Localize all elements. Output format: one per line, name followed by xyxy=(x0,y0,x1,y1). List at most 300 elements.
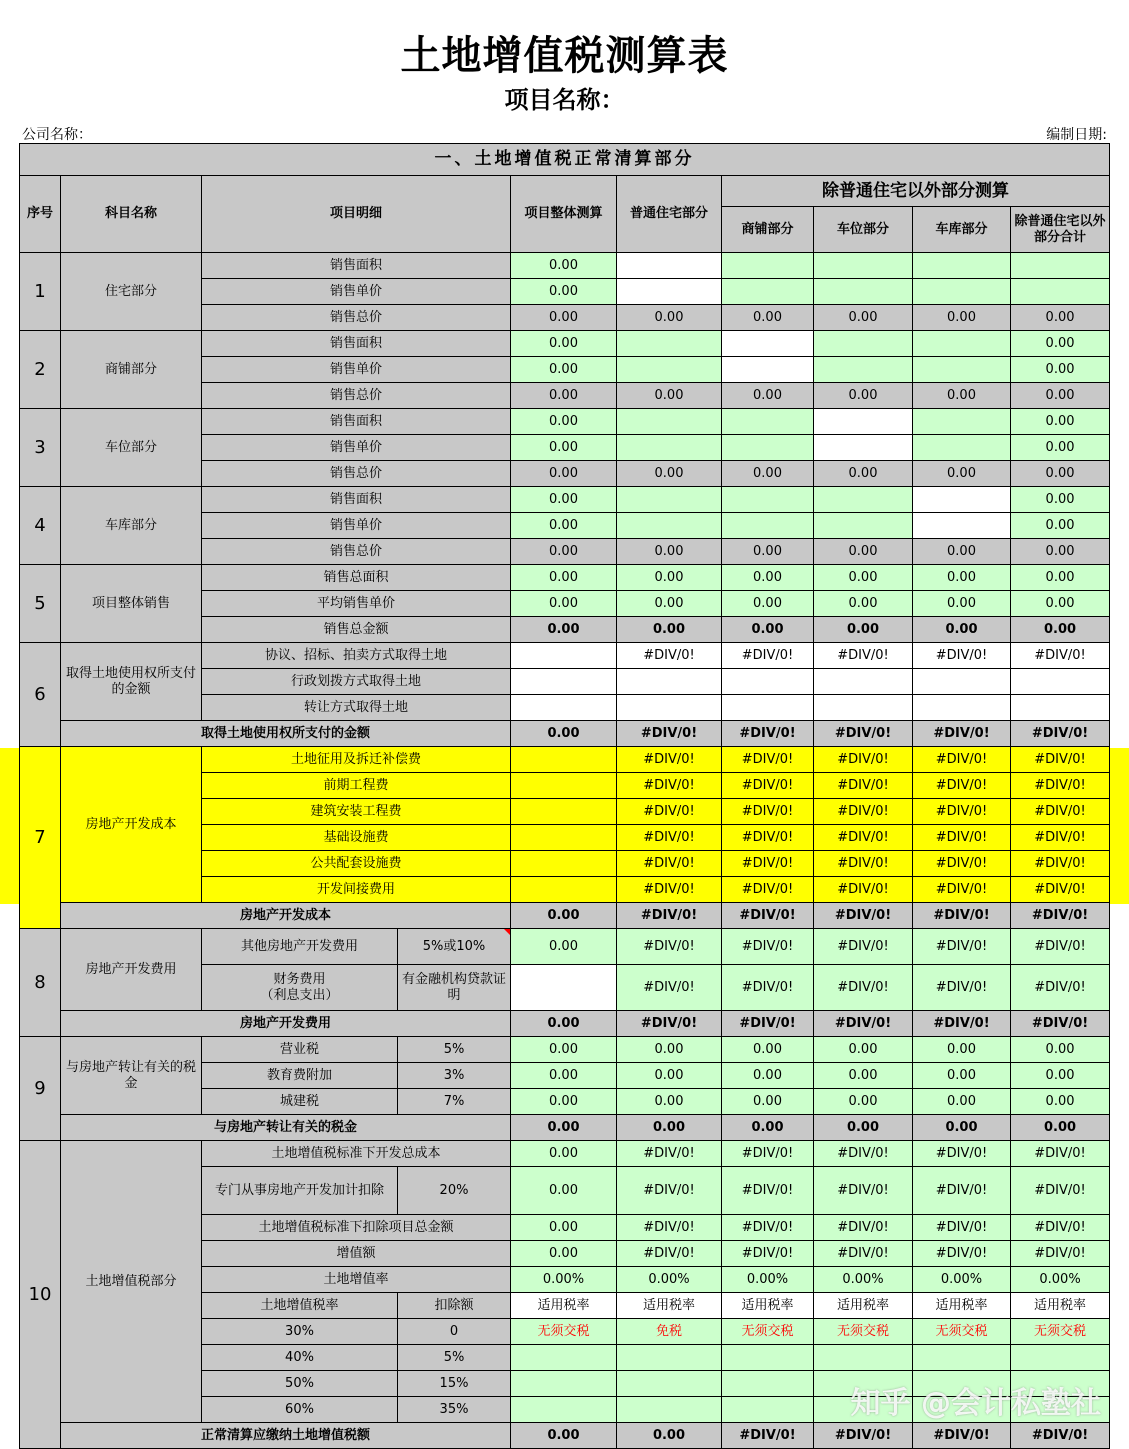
value-cell[interactable]: 0.00 xyxy=(1011,565,1110,591)
input-cell[interactable] xyxy=(913,513,1011,539)
value-cell[interactable]: #DIV/0! xyxy=(913,851,1011,877)
value-cell[interactable]: #DIV/0! xyxy=(814,1423,913,1449)
value-cell[interactable]: 0.00% xyxy=(1011,1267,1110,1293)
value-cell[interactable]: #DIV/0! xyxy=(617,1141,722,1167)
detail-cell: 土地征用及拆迁补偿费 xyxy=(202,747,511,773)
value-cell[interactable]: #DIV/0! xyxy=(1011,825,1110,851)
value-cell[interactable]: 0.00 xyxy=(511,1011,617,1037)
value-cell[interactable]: #DIV/0! xyxy=(913,721,1011,747)
value-cell[interactable]: #DIV/0! xyxy=(722,643,814,669)
value-cell[interactable]: #DIV/0! xyxy=(814,1167,913,1215)
value-cell[interactable]: #DIV/0! xyxy=(1011,1423,1110,1449)
value-cell[interactable]: #DIV/0! xyxy=(814,851,913,877)
detail-cell: 销售单价 xyxy=(202,513,511,539)
value-cell[interactable] xyxy=(722,1371,814,1397)
input-cell[interactable] xyxy=(617,695,722,721)
value-cell[interactable]: #DIV/0! xyxy=(913,799,1011,825)
value-cell[interactable]: 0.00 xyxy=(814,305,913,331)
header-ordinary: 普通住宅部分 xyxy=(617,176,722,253)
value-cell[interactable]: #DIV/0! xyxy=(814,1141,913,1167)
value-cell[interactable]: 0.00 xyxy=(511,1141,617,1167)
input-cell[interactable] xyxy=(814,435,913,461)
date-label: 编制日期: xyxy=(1046,127,1107,143)
subject-cell: 土地增值税部分 xyxy=(61,1141,202,1423)
value-cell[interactable]: #DIV/0! xyxy=(913,965,1011,1011)
value-cell[interactable]: #DIV/0! xyxy=(1011,929,1110,965)
input-cell[interactable] xyxy=(814,409,913,435)
input-cell[interactable] xyxy=(913,669,1011,695)
value-cell[interactable]: #DIV/0! xyxy=(913,903,1011,929)
value-cell[interactable]: 0.00 xyxy=(617,1115,722,1141)
value-cell[interactable]: 0.00 xyxy=(814,383,913,409)
value-cell[interactable]: 无须交税 xyxy=(1011,1319,1110,1345)
rate-cell[interactable]: 5%或10% xyxy=(398,929,511,965)
value-cell[interactable]: 0.00 xyxy=(722,1063,814,1089)
value-cell[interactable]: 0.00 xyxy=(1011,305,1110,331)
value-cell[interactable]: #DIV/0! xyxy=(722,877,814,903)
value-cell[interactable]: 0.00 xyxy=(511,435,617,461)
value-cell[interactable]: 0.00 xyxy=(913,1063,1011,1089)
value-cell[interactable]: #DIV/0! xyxy=(814,965,913,1011)
value-cell[interactable] xyxy=(511,1345,617,1371)
detail-cell: 教育费附加 xyxy=(202,1063,398,1089)
input-cell[interactable] xyxy=(511,669,617,695)
value-cell[interactable]: 0.00 xyxy=(511,1215,617,1241)
input-cell[interactable] xyxy=(722,331,814,357)
value-cell[interactable] xyxy=(617,1345,722,1371)
subject-cell: 项目整体销售 xyxy=(61,565,202,643)
subtotal-label: 房地产开发费用 xyxy=(61,1011,511,1037)
value-cell[interactable]: 0.00% xyxy=(511,1267,617,1293)
value-cell[interactable]: 0.00 xyxy=(511,409,617,435)
header-shop: 商铺部分 xyxy=(722,207,814,253)
value-cell[interactable]: #DIV/0! xyxy=(913,1241,1011,1267)
value-cell[interactable]: 0.00 xyxy=(722,591,814,617)
value-cell[interactable]: 0.00 xyxy=(1011,357,1110,383)
value-cell[interactable]: #DIV/0! xyxy=(814,903,913,929)
value-cell[interactable]: #DIV/0! xyxy=(913,877,1011,903)
value-cell[interactable] xyxy=(617,357,722,383)
header-garage: 车库部分 xyxy=(913,207,1011,253)
input-cell[interactable] xyxy=(511,799,617,825)
value-cell[interactable] xyxy=(617,1371,722,1397)
value-cell[interactable]: #DIV/0! xyxy=(913,1215,1011,1241)
detail-cell: 其他房地产开发费用 xyxy=(202,929,398,965)
seq-cell: 9 xyxy=(20,1037,61,1141)
value-cell[interactable]: #DIV/0! xyxy=(722,1215,814,1241)
value-cell[interactable]: 0.00 xyxy=(511,1037,617,1063)
value-cell[interactable]: #DIV/0! xyxy=(617,773,722,799)
value-cell[interactable]: #DIV/0! xyxy=(913,747,1011,773)
value-cell[interactable]: 0.00 xyxy=(814,1115,913,1141)
value-cell[interactable]: 0.00 xyxy=(511,1167,617,1215)
value-cell[interactable]: 0.00 xyxy=(1011,1037,1110,1063)
value-cell[interactable]: 0.00 xyxy=(1011,461,1110,487)
value-cell[interactable]: 0.00 xyxy=(913,1037,1011,1063)
value-cell[interactable]: #DIV/0! xyxy=(913,1011,1011,1037)
value-cell[interactable]: 0.00 xyxy=(814,1089,913,1115)
value-cell[interactable]: 0.00 xyxy=(814,565,913,591)
value-cell[interactable]: #DIV/0! xyxy=(1011,799,1110,825)
value-cell[interactable] xyxy=(722,1397,814,1423)
value-cell[interactable]: 0.00 xyxy=(722,1037,814,1063)
value-cell[interactable]: 0.00 xyxy=(814,539,913,565)
value-cell[interactable]: 0.00 xyxy=(913,617,1011,643)
value-cell[interactable] xyxy=(511,1371,617,1397)
input-cell[interactable] xyxy=(511,643,617,669)
subject-cell: 车位部分 xyxy=(61,409,202,487)
value-cell[interactable]: 0.00 xyxy=(617,1037,722,1063)
value-cell[interactable] xyxy=(814,331,913,357)
value-cell[interactable]: #DIV/0! xyxy=(722,1011,814,1037)
value-cell[interactable]: #DIV/0! xyxy=(814,1011,913,1037)
value-cell[interactable] xyxy=(617,487,722,513)
value-cell[interactable]: #DIV/0! xyxy=(913,773,1011,799)
value-cell[interactable]: 0.00 xyxy=(617,1423,722,1449)
input-cell[interactable] xyxy=(511,965,617,1011)
value-cell[interactable]: 0.00 xyxy=(1011,1063,1110,1089)
value-cell[interactable]: 0.00% xyxy=(814,1267,913,1293)
detail-cell: 财务费用 （利息支出） xyxy=(202,965,398,1011)
value-cell[interactable]: #DIV/0! xyxy=(617,1011,722,1037)
value-cell[interactable]: #DIV/0! xyxy=(913,643,1011,669)
value-cell[interactable]: 无须交税 xyxy=(511,1319,617,1345)
value-cell[interactable] xyxy=(722,513,814,539)
detail-cell: 平均销售单价 xyxy=(202,591,511,617)
value-cell[interactable]: #DIV/0! xyxy=(617,851,722,877)
value-cell[interactable]: #DIV/0! xyxy=(814,747,913,773)
value-cell[interactable]: 0.00 xyxy=(913,591,1011,617)
value-cell[interactable]: 0.00 xyxy=(511,487,617,513)
value-cell[interactable]: 0.00 xyxy=(1011,435,1110,461)
value-cell[interactable]: 无须交税 xyxy=(722,1319,814,1345)
seq-cell: 5 xyxy=(20,565,61,643)
input-cell[interactable] xyxy=(722,669,814,695)
value-cell[interactable] xyxy=(722,487,814,513)
value-cell[interactable]: 0.00 xyxy=(913,461,1011,487)
header-detail: 项目明细 xyxy=(202,176,511,253)
header-subject: 科目名称 xyxy=(61,176,202,253)
value-cell[interactable]: #DIV/0! xyxy=(1011,877,1110,903)
value-cell[interactable]: 无须交税 xyxy=(913,1319,1011,1345)
value-cell[interactable]: #DIV/0! xyxy=(913,825,1011,851)
value-cell[interactable]: #DIV/0! xyxy=(722,1423,814,1449)
input-cell[interactable] xyxy=(617,279,722,305)
detail-cell: 协议、招标、拍卖方式取得土地 xyxy=(202,643,511,669)
value-cell[interactable]: #DIV/0! xyxy=(617,799,722,825)
value-cell[interactable] xyxy=(617,409,722,435)
value-cell[interactable]: 0.00 xyxy=(617,383,722,409)
value-cell[interactable] xyxy=(814,487,913,513)
value-cell[interactable] xyxy=(814,513,913,539)
value-cell[interactable]: 0.00 xyxy=(511,253,617,279)
value-cell[interactable]: #DIV/0! xyxy=(722,1241,814,1267)
value-cell[interactable] xyxy=(617,331,722,357)
value-cell[interactable]: #DIV/0! xyxy=(1011,1141,1110,1167)
value-cell[interactable]: 0.00 xyxy=(617,1089,722,1115)
value-cell[interactable] xyxy=(913,357,1011,383)
value-cell[interactable] xyxy=(814,357,913,383)
value-cell[interactable]: 0.00 xyxy=(722,1115,814,1141)
value-cell[interactable]: #DIV/0! xyxy=(1011,773,1110,799)
input-cell[interactable] xyxy=(617,253,722,279)
project-name-label: 项目名称： xyxy=(504,86,625,114)
value-cell[interactable]: 无须交税 xyxy=(814,1319,913,1345)
value-cell[interactable]: 0.00 xyxy=(814,1037,913,1063)
value-cell[interactable]: 0.00 xyxy=(913,539,1011,565)
input-cell[interactable] xyxy=(511,747,617,773)
value-cell[interactable]: 0.00 xyxy=(1011,383,1110,409)
input-cell[interactable] xyxy=(511,825,617,851)
value-cell[interactable]: 0.00 xyxy=(511,1115,617,1141)
detail-cell: 销售总金额 xyxy=(202,617,511,643)
value-cell[interactable]: 0.00 xyxy=(722,461,814,487)
value-cell[interactable]: #DIV/0! xyxy=(722,721,814,747)
value-cell[interactable]: 0.00 xyxy=(722,383,814,409)
value-cell[interactable]: #DIV/0! xyxy=(617,825,722,851)
value-cell[interactable]: #DIV/0! xyxy=(913,1167,1011,1215)
value-cell[interactable]: 0.00 xyxy=(511,903,617,929)
value-cell[interactable]: 0.00 xyxy=(511,461,617,487)
value-cell[interactable] xyxy=(511,1397,617,1423)
value-cell[interactable] xyxy=(913,331,1011,357)
value-cell[interactable]: 0.00 xyxy=(511,279,617,305)
seq-cell: 8 xyxy=(20,929,61,1037)
input-cell[interactable] xyxy=(617,669,722,695)
value-cell[interactable]: 0.00 xyxy=(511,539,617,565)
value-cell[interactable]: #DIV/0! xyxy=(617,1241,722,1267)
value-cell[interactable]: 0.00 xyxy=(1011,513,1110,539)
value-cell[interactable] xyxy=(617,435,722,461)
value-cell[interactable]: 免税 xyxy=(617,1319,722,1345)
tax-calculation-table xyxy=(19,143,1110,1449)
subject-cell: 商铺部分 xyxy=(61,331,202,409)
value-cell[interactable]: 0.00 xyxy=(913,1115,1011,1141)
value-cell[interactable]: #DIV/0! xyxy=(1011,643,1110,669)
value-cell[interactable]: 0.00 xyxy=(722,305,814,331)
value-cell[interactable] xyxy=(617,513,722,539)
value-cell[interactable]: #DIV/0! xyxy=(722,851,814,877)
input-cell[interactable] xyxy=(814,695,913,721)
input-cell[interactable] xyxy=(913,487,1011,513)
value-cell[interactable]: 0.00 xyxy=(913,305,1011,331)
value-cell[interactable]: 0.00 xyxy=(722,539,814,565)
value-cell[interactable]: 0.00 xyxy=(511,513,617,539)
value-cell[interactable]: #DIV/0! xyxy=(617,1167,722,1215)
input-cell[interactable] xyxy=(1011,695,1110,721)
value-cell[interactable] xyxy=(1011,279,1110,305)
value-cell[interactable]: #DIV/0! xyxy=(913,1423,1011,1449)
value-cell[interactable] xyxy=(722,253,814,279)
value-cell[interactable]: 0.00 xyxy=(1011,409,1110,435)
value-cell[interactable]: #DIV/0! xyxy=(722,747,814,773)
value-cell[interactable]: 0.00 xyxy=(1011,1115,1110,1141)
detail-cell: 50% xyxy=(202,1371,398,1397)
value-cell[interactable] xyxy=(1011,1345,1110,1371)
input-cell[interactable] xyxy=(814,669,913,695)
value-cell[interactable] xyxy=(617,1397,722,1423)
detail-cell: 销售总价 xyxy=(202,383,511,409)
value-cell[interactable]: #DIV/0! xyxy=(617,1215,722,1241)
page-title: 土地增值税测算表 xyxy=(400,33,729,79)
value-cell[interactable] xyxy=(814,279,913,305)
detail-cell: 前期工程费 xyxy=(202,773,511,799)
value-cell[interactable]: 0.00 xyxy=(722,1089,814,1115)
value-cell[interactable]: 0.00 xyxy=(617,565,722,591)
value-cell[interactable]: 0.00 xyxy=(511,1063,617,1089)
subtotal-label: 房地产开发成本 xyxy=(61,903,511,929)
value-cell[interactable]: #DIV/0! xyxy=(814,877,913,903)
value-cell[interactable]: #DIV/0! xyxy=(617,965,722,1011)
value-cell[interactable]: 0.00 xyxy=(722,565,814,591)
value-cell[interactable]: 0.00 xyxy=(1011,1089,1110,1115)
value-cell[interactable]: #DIV/0! xyxy=(814,643,913,669)
value-cell[interactable] xyxy=(1011,253,1110,279)
value-cell[interactable]: 0.00 xyxy=(511,383,617,409)
detail-cell: 土地增值税标准下扣除项目总金额 xyxy=(202,1215,511,1241)
value-cell[interactable]: 0.00 xyxy=(913,383,1011,409)
value-cell[interactable]: 0.00 xyxy=(617,1063,722,1089)
value-cell[interactable]: 0.00 xyxy=(1011,617,1110,643)
rate-cell: 35% xyxy=(398,1397,511,1423)
value-cell[interactable]: #DIV/0! xyxy=(722,1141,814,1167)
rate-cell: 扣除额 xyxy=(398,1293,511,1319)
value-cell[interactable]: #DIV/0! xyxy=(722,965,814,1011)
detail-cell: 营业税 xyxy=(202,1037,398,1063)
value-cell[interactable]: #DIV/0! xyxy=(617,929,722,965)
value-cell[interactable]: #DIV/0! xyxy=(1011,851,1110,877)
value-cell[interactable]: #DIV/0! xyxy=(722,799,814,825)
input-cell[interactable] xyxy=(511,773,617,799)
value-cell[interactable]: #DIV/0! xyxy=(617,721,722,747)
value-cell[interactable] xyxy=(913,1345,1011,1371)
input-cell[interactable] xyxy=(913,695,1011,721)
value-cell[interactable]: 0.00 xyxy=(511,929,617,965)
input-cell[interactable] xyxy=(511,851,617,877)
header-except-total: 除普通住宅以外部分合计 xyxy=(1011,207,1110,253)
value-cell[interactable]: 0.00 xyxy=(617,305,722,331)
value-cell[interactable]: 0.00 xyxy=(814,1063,913,1089)
value-cell[interactable]: 0.00 xyxy=(511,1241,617,1267)
value-cell[interactable]: #DIV/0! xyxy=(722,929,814,965)
value-cell[interactable]: #DIV/0! xyxy=(722,1167,814,1215)
value-cell[interactable]: 0.00% xyxy=(617,1267,722,1293)
subject-cell: 房地产开发成本 xyxy=(61,747,202,903)
value-cell[interactable]: 0.00 xyxy=(617,591,722,617)
subtotal-label: 与房地产转让有关的税金 xyxy=(61,1115,511,1141)
value-cell[interactable]: #DIV/0! xyxy=(814,929,913,965)
value-cell[interactable]: 0.00 xyxy=(511,357,617,383)
value-cell[interactable]: 0.00 xyxy=(511,1423,617,1449)
input-cell[interactable] xyxy=(1011,669,1110,695)
rate-cell: 0 xyxy=(398,1319,511,1345)
value-cell[interactable]: 0.00 xyxy=(1011,591,1110,617)
value-cell[interactable]: 0.00 xyxy=(722,617,814,643)
value-cell[interactable]: 0.00 xyxy=(617,617,722,643)
input-cell[interactable] xyxy=(511,695,617,721)
value-cell[interactable] xyxy=(722,409,814,435)
value-cell[interactable]: #DIV/0! xyxy=(1011,1241,1110,1267)
input-cell[interactable] xyxy=(511,877,617,903)
value-cell[interactable]: 0.00 xyxy=(814,461,913,487)
value-cell[interactable]: 0.00 xyxy=(511,331,617,357)
value-cell[interactable]: 0.00 xyxy=(617,461,722,487)
value-cell[interactable]: #DIV/0! xyxy=(1011,721,1110,747)
value-cell[interactable]: #DIV/0! xyxy=(814,799,913,825)
rate-cell: 20% xyxy=(398,1167,511,1215)
value-cell[interactable]: 0.00 xyxy=(814,617,913,643)
value-cell[interactable]: 0.00 xyxy=(814,591,913,617)
value-cell[interactable] xyxy=(913,279,1011,305)
seq-cell: 10 xyxy=(20,1141,61,1449)
value-cell[interactable]: 0.00 xyxy=(511,591,617,617)
value-cell[interactable]: #DIV/0! xyxy=(1011,1011,1110,1037)
value-cell[interactable] xyxy=(722,435,814,461)
value-cell[interactable]: #DIV/0! xyxy=(1011,1215,1110,1241)
value-cell[interactable] xyxy=(814,1345,913,1371)
value-cell[interactable] xyxy=(913,409,1011,435)
value-cell[interactable]: 0.00 xyxy=(511,617,617,643)
detail-cell: 土地增值税标准下开发总成本 xyxy=(202,1141,511,1167)
subject-cell: 与房地产转让有关的税金 xyxy=(61,1037,202,1115)
value-cell[interactable]: #DIV/0! xyxy=(814,1215,913,1241)
value-cell[interactable]: 0.00 xyxy=(511,305,617,331)
value-cell[interactable]: #DIV/0! xyxy=(722,825,814,851)
seq-cell: 1 xyxy=(20,253,61,331)
value-cell[interactable]: #DIV/0! xyxy=(1011,747,1110,773)
value-cell[interactable]: 0.00 xyxy=(1011,331,1110,357)
value-cell[interactable]: #DIV/0! xyxy=(617,643,722,669)
value-cell[interactable] xyxy=(913,253,1011,279)
input-cell[interactable] xyxy=(722,695,814,721)
value-cell[interactable]: #DIV/0! xyxy=(913,1141,1011,1167)
value-cell[interactable]: 0.00 xyxy=(913,565,1011,591)
value-cell[interactable]: #DIV/0! xyxy=(722,903,814,929)
input-cell[interactable] xyxy=(722,357,814,383)
value-cell: 适用税率 xyxy=(1011,1293,1110,1319)
value-cell[interactable]: 0.00 xyxy=(1011,539,1110,565)
value-cell[interactable] xyxy=(722,1345,814,1371)
subject-cell: 车库部分 xyxy=(61,487,202,565)
value-cell[interactable]: #DIV/0! xyxy=(617,877,722,903)
value-cell[interactable]: #DIV/0! xyxy=(814,1241,913,1267)
value-cell[interactable] xyxy=(814,253,913,279)
value-cell[interactable]: 0.00 xyxy=(617,539,722,565)
subject-cell: 取得土地使用权所支付的金额 xyxy=(61,643,202,721)
value-cell[interactable] xyxy=(913,435,1011,461)
value-cell[interactable]: #DIV/0! xyxy=(617,747,722,773)
value-cell[interactable]: #DIV/0! xyxy=(814,773,913,799)
value-cell[interactable]: #DIV/0! xyxy=(1011,903,1110,929)
value-cell[interactable]: #DIV/0! xyxy=(617,903,722,929)
value-cell[interactable]: 0.00% xyxy=(913,1267,1011,1293)
value-cell[interactable]: #DIV/0! xyxy=(722,773,814,799)
value-cell[interactable]: #DIV/0! xyxy=(1011,965,1110,1011)
value-cell[interactable]: 0.00 xyxy=(511,565,617,591)
value-cell[interactable]: 0.00% xyxy=(722,1267,814,1293)
value-cell[interactable]: 0.00 xyxy=(1011,487,1110,513)
watermark: 知乎 @会计私塾社 xyxy=(850,1386,1101,1421)
value-cell[interactable] xyxy=(722,279,814,305)
value-cell[interactable]: 0.00 xyxy=(511,721,617,747)
value-cell[interactable]: 0.00 xyxy=(913,1089,1011,1115)
header-parking: 车位部分 xyxy=(814,207,913,253)
value-cell[interactable]: #DIV/0! xyxy=(913,929,1011,965)
value-cell[interactable]: #DIV/0! xyxy=(814,825,913,851)
value-cell[interactable]: 0.00 xyxy=(511,1089,617,1115)
value-cell[interactable]: #DIV/0! xyxy=(814,721,913,747)
value-cell[interactable]: #DIV/0! xyxy=(1011,1167,1110,1215)
